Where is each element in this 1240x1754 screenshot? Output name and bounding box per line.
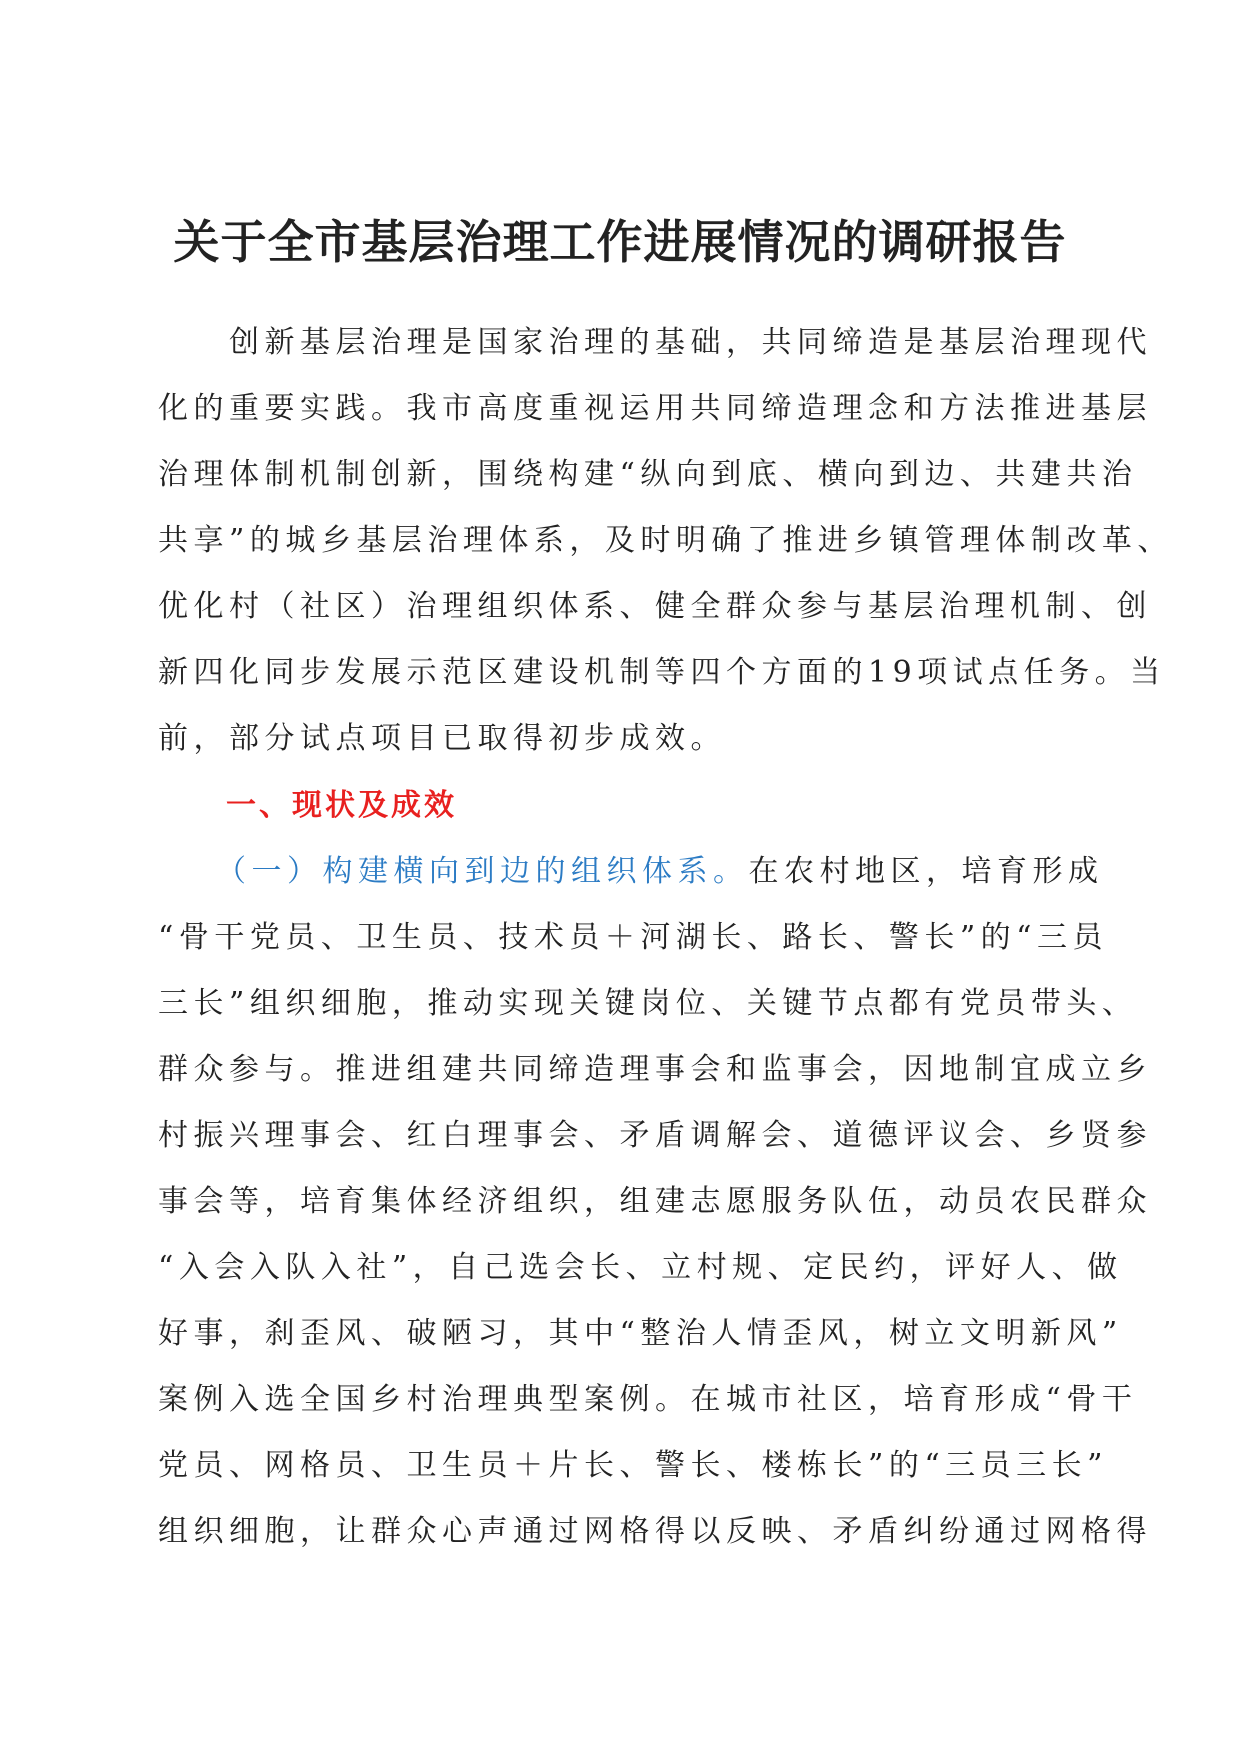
text-line: “骨干党员、卫生员、技术员＋河湖长、路长、警长”的“三员 bbox=[158, 920, 1109, 955]
text-line: 村振兴理事会、红白理事会、矛盾调解会、道德评议会、乡贤参 bbox=[158, 1118, 1152, 1153]
text-line: “入会入队入社”，自己选会长、立村规、定民约，评好人、做 bbox=[158, 1250, 1123, 1285]
text-line: 好事，刹歪风、破陋习，其中“整治人情歪风，树立文明新风” bbox=[158, 1316, 1123, 1351]
subsection-paragraph bbox=[158, 839, 1152, 1565]
text-line: 优化村（社区）治理组织体系、健全群众参与基层治理机制、创 bbox=[158, 589, 1152, 624]
section-heading: 一、现状及成效 bbox=[226, 788, 457, 823]
text-line: 前，部分试点项目已取得初步成效。 bbox=[158, 721, 726, 756]
text-line: 党员、网格员、卫生员＋片长、警长、楼栋长”的“三员三长” bbox=[158, 1448, 1109, 1483]
text-line: 创新基层治理是国家治理的基础，共同缔造是基层治理现代 bbox=[158, 325, 1152, 360]
text-line: 共享”的城乡基层治理体系，及时明确了推进乡镇管理体制改革、 bbox=[158, 523, 1173, 558]
text-line: 案例入选全国乡村治理典型案例。在城市社区，培育形成“骨干 bbox=[158, 1382, 1138, 1417]
text-line: 新四化同步发展示范区建设机制等四个方面的19项试点任务。当 bbox=[158, 655, 1166, 690]
intro-paragraph bbox=[158, 310, 1173, 772]
text-segment: 在农村地区，培育形成 bbox=[748, 854, 1104, 889]
text-line: 群众参与。推进组建共同缔造理事会和监事会，因地制宜成立乡 bbox=[158, 1052, 1152, 1087]
subsection-heading: （一）构建横向到边的组织体系。 bbox=[216, 854, 749, 889]
text-line: 治理体制机制创新，围绕构建“纵向到底、横向到边、共建共治 bbox=[158, 457, 1138, 492]
text-line: 化的重要实践。我市高度重视运用共同缔造理念和方法推进基层 bbox=[158, 391, 1152, 426]
text-line: 事会等，培育集体经济组织，组建志愿服务队伍，动员农民群众 bbox=[158, 1184, 1152, 1219]
document-title: 关于全市基层治理工作进展情况的调研报告 bbox=[173, 215, 1067, 269]
text-line: 三长”组织细胞，推动实现关键岗位、关键节点都有党员带头、 bbox=[158, 986, 1138, 1021]
text-line: 组织细胞，让群众心声通过网格得以反映、矛盾纠纷通过网格得 bbox=[158, 1514, 1152, 1549]
subsection-first-line bbox=[158, 839, 1108, 905]
